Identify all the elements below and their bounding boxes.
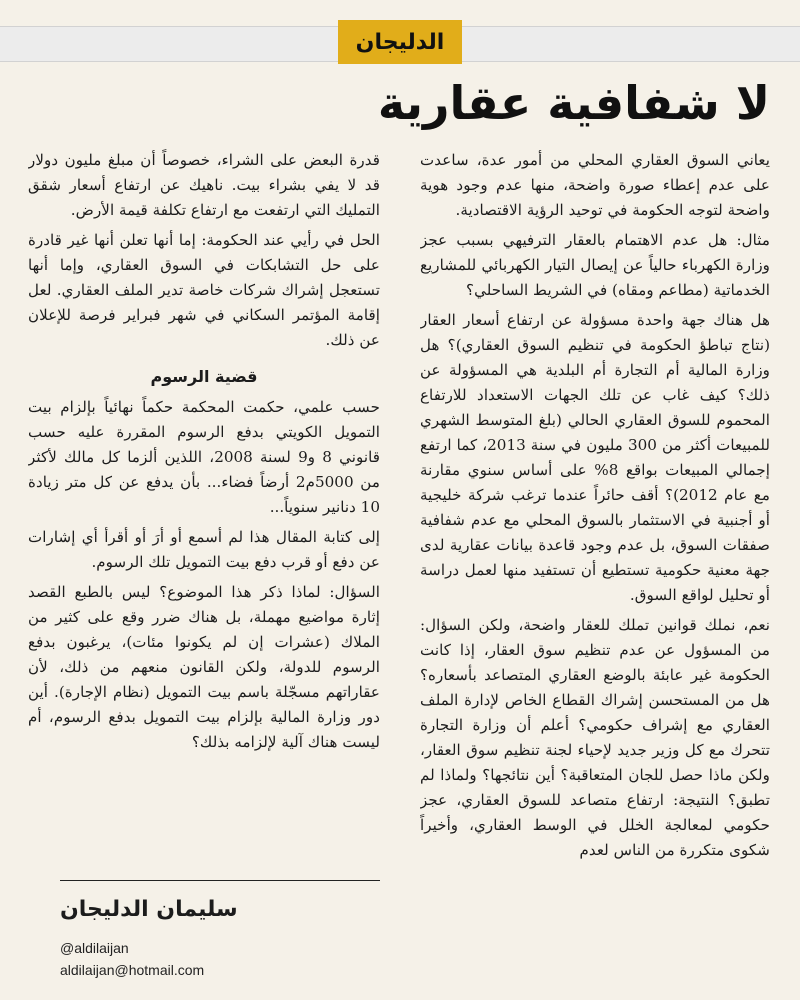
author-name: سليمان الدليجان	[60, 897, 238, 922]
paragraph: السؤال: لماذا ذكر هذا الموضوع؟ ليس بالطبع القصد إثارة مواضيع مهملة، بل هناك ضرر وقع على كثير من الملاك (عشرات إن لم يكونوا مئات)، يرغبون بدفع الرسوم للدولة، ولكن القانون منعهم من ذلك، لأن عقاراتهم مسجّلة باسم بيت التمويل (نظام الإجارة). أين دور وزارة المالية بإلزام بيت التمويل بدفع الرسوم، أم ليست هناك آلية لإلزامه بذلك؟	[28, 583, 380, 751]
paragraph: يعاني السوق العقاري المحلي من أمور عدة، ساعدت على عدم إعطاء صورة واضحة، منها عدم وجود هوية واضحة لتوجه الحكومة في توحيد الرؤية الاقتصادية.	[420, 151, 770, 219]
left-column-text	[28, 148, 380, 866]
paragraph: مثال: هل عدم الاهتمام بالعقار الترفيهي بسبب عجز وزارة الكهرباء حالياً عن إيصال التيار الكهربائي للمشاريع الخدماتية (مطاعم ومقاه) في الشريط الساحلي؟	[420, 231, 770, 299]
author-divider	[60, 880, 380, 881]
author-twitter-handle[interactable]: @aldilaijan	[60, 940, 129, 956]
subheading: قضية الرسوم	[150, 367, 258, 386]
paragraph: نعم، نملك قوانين تملك للعقار واضحة، ولكن السؤال: من المسؤول عن عدم تنظيم سوق العقار، إذا كانت الحكومة غير عابئة بالوضع العقاري المتصاعد بأسعاره؟ هل من المستحسن إشراك القطاع الخاص لإدارة الملف العقاري مع إشراف حكومي؟ أعلم أن وزارة التجارة تتحرك مع كل وزير جديد لإحياء لجنة تنظيم سوق العقار، ولكن ماذا حصل للجان المتعاقبة؟ أين نتائجها؟ ولماذا لم تطبق؟ النتيجة: ارتفاع متصاعد للسوق العقاري، عجز حكومي لمعالجة الخلل في الوسط العقاري، وأخيراً شكوى متكررة من الناس لعدم	[420, 616, 770, 859]
article-column-right	[420, 148, 770, 980]
paragraph: هل هناك جهة واحدة مسؤولة عن ارتفاع أسعار العقار (نتاج تباطؤ الحكومة في تنظيم السوق العقاري)؟ هل وزارة المالية أم التجارة أم البلدية هي المسؤولة عن ذلك؟ كيف غاب عن تلك الجهات الاستعداد للارتفاع المحموم للسوق العقاري الحالي (بلغ المتوسط الشهري للمبيعات أكثر من 300 مليون في سنة 2013، كما ارتفع إجمالي المبيعات بواقع 8% على أساس سنوي مقارنة مع عام 2012)؟ أقف حائراً عندما ترغب شركة خليجية أو أجنبية في الاستثمار بالسوق المحلي مع عدم شفافية صفقات السوق، بل عدم وجود قاعدة بيانات عقارية لدى جهة معنية حكومية تستطيع أن تستفيد منها لعمل دراسة أو تحليل لواقع السوق.	[420, 311, 770, 604]
paragraph: الحل في رأيي عند الحكومة: إما أنها تعلن أنها غير قادرة على حل التشابكات في السوق العقاري، وإما أنها تستعجل إشراك شركات خاصة تدير الملف العقاري. لعل إقامة المؤتمر السكاني في شهر فبراير فرصة للإعلان عن ذلك.	[28, 231, 380, 349]
article-column-left	[28, 148, 380, 866]
section-label: الدليجان	[338, 20, 462, 64]
author-email[interactable]: aldilaijan@hotmail.com	[60, 962, 205, 978]
paragraph: حسب علمي، حكمت المحكمة حكماً نهائياً بإلزام بيت التمويل الكويتي بدفع الرسوم المقررة عليه حسب قانوني 8 و9 لسنة 2008، اللذين ألزما كل مالك لأكثر من 5000م2 أرضاً فضاء... بأن يدفع عن كل متر زيادة 10 دنانير سنوياً...	[28, 398, 380, 516]
paragraph: قدرة البعض على الشراء، خصوصاً أن مبلغ مليون دولار قد لا يفي بشراء بيت. ناهيك عن ارتفاع أسعار شقق التمليك التي ارتفعت مع ارتفاع تكلفة قيمة الأرض.	[28, 151, 380, 219]
article-headline: لا شفافية عقارية	[377, 76, 770, 130]
paragraph: إلى كتابة المقال هذا لم أسمع أو أرَ أو أقرأ أي إشارات عن دفع أو قرب دفع بيت التمويل تلك الرسوم.	[28, 528, 380, 571]
